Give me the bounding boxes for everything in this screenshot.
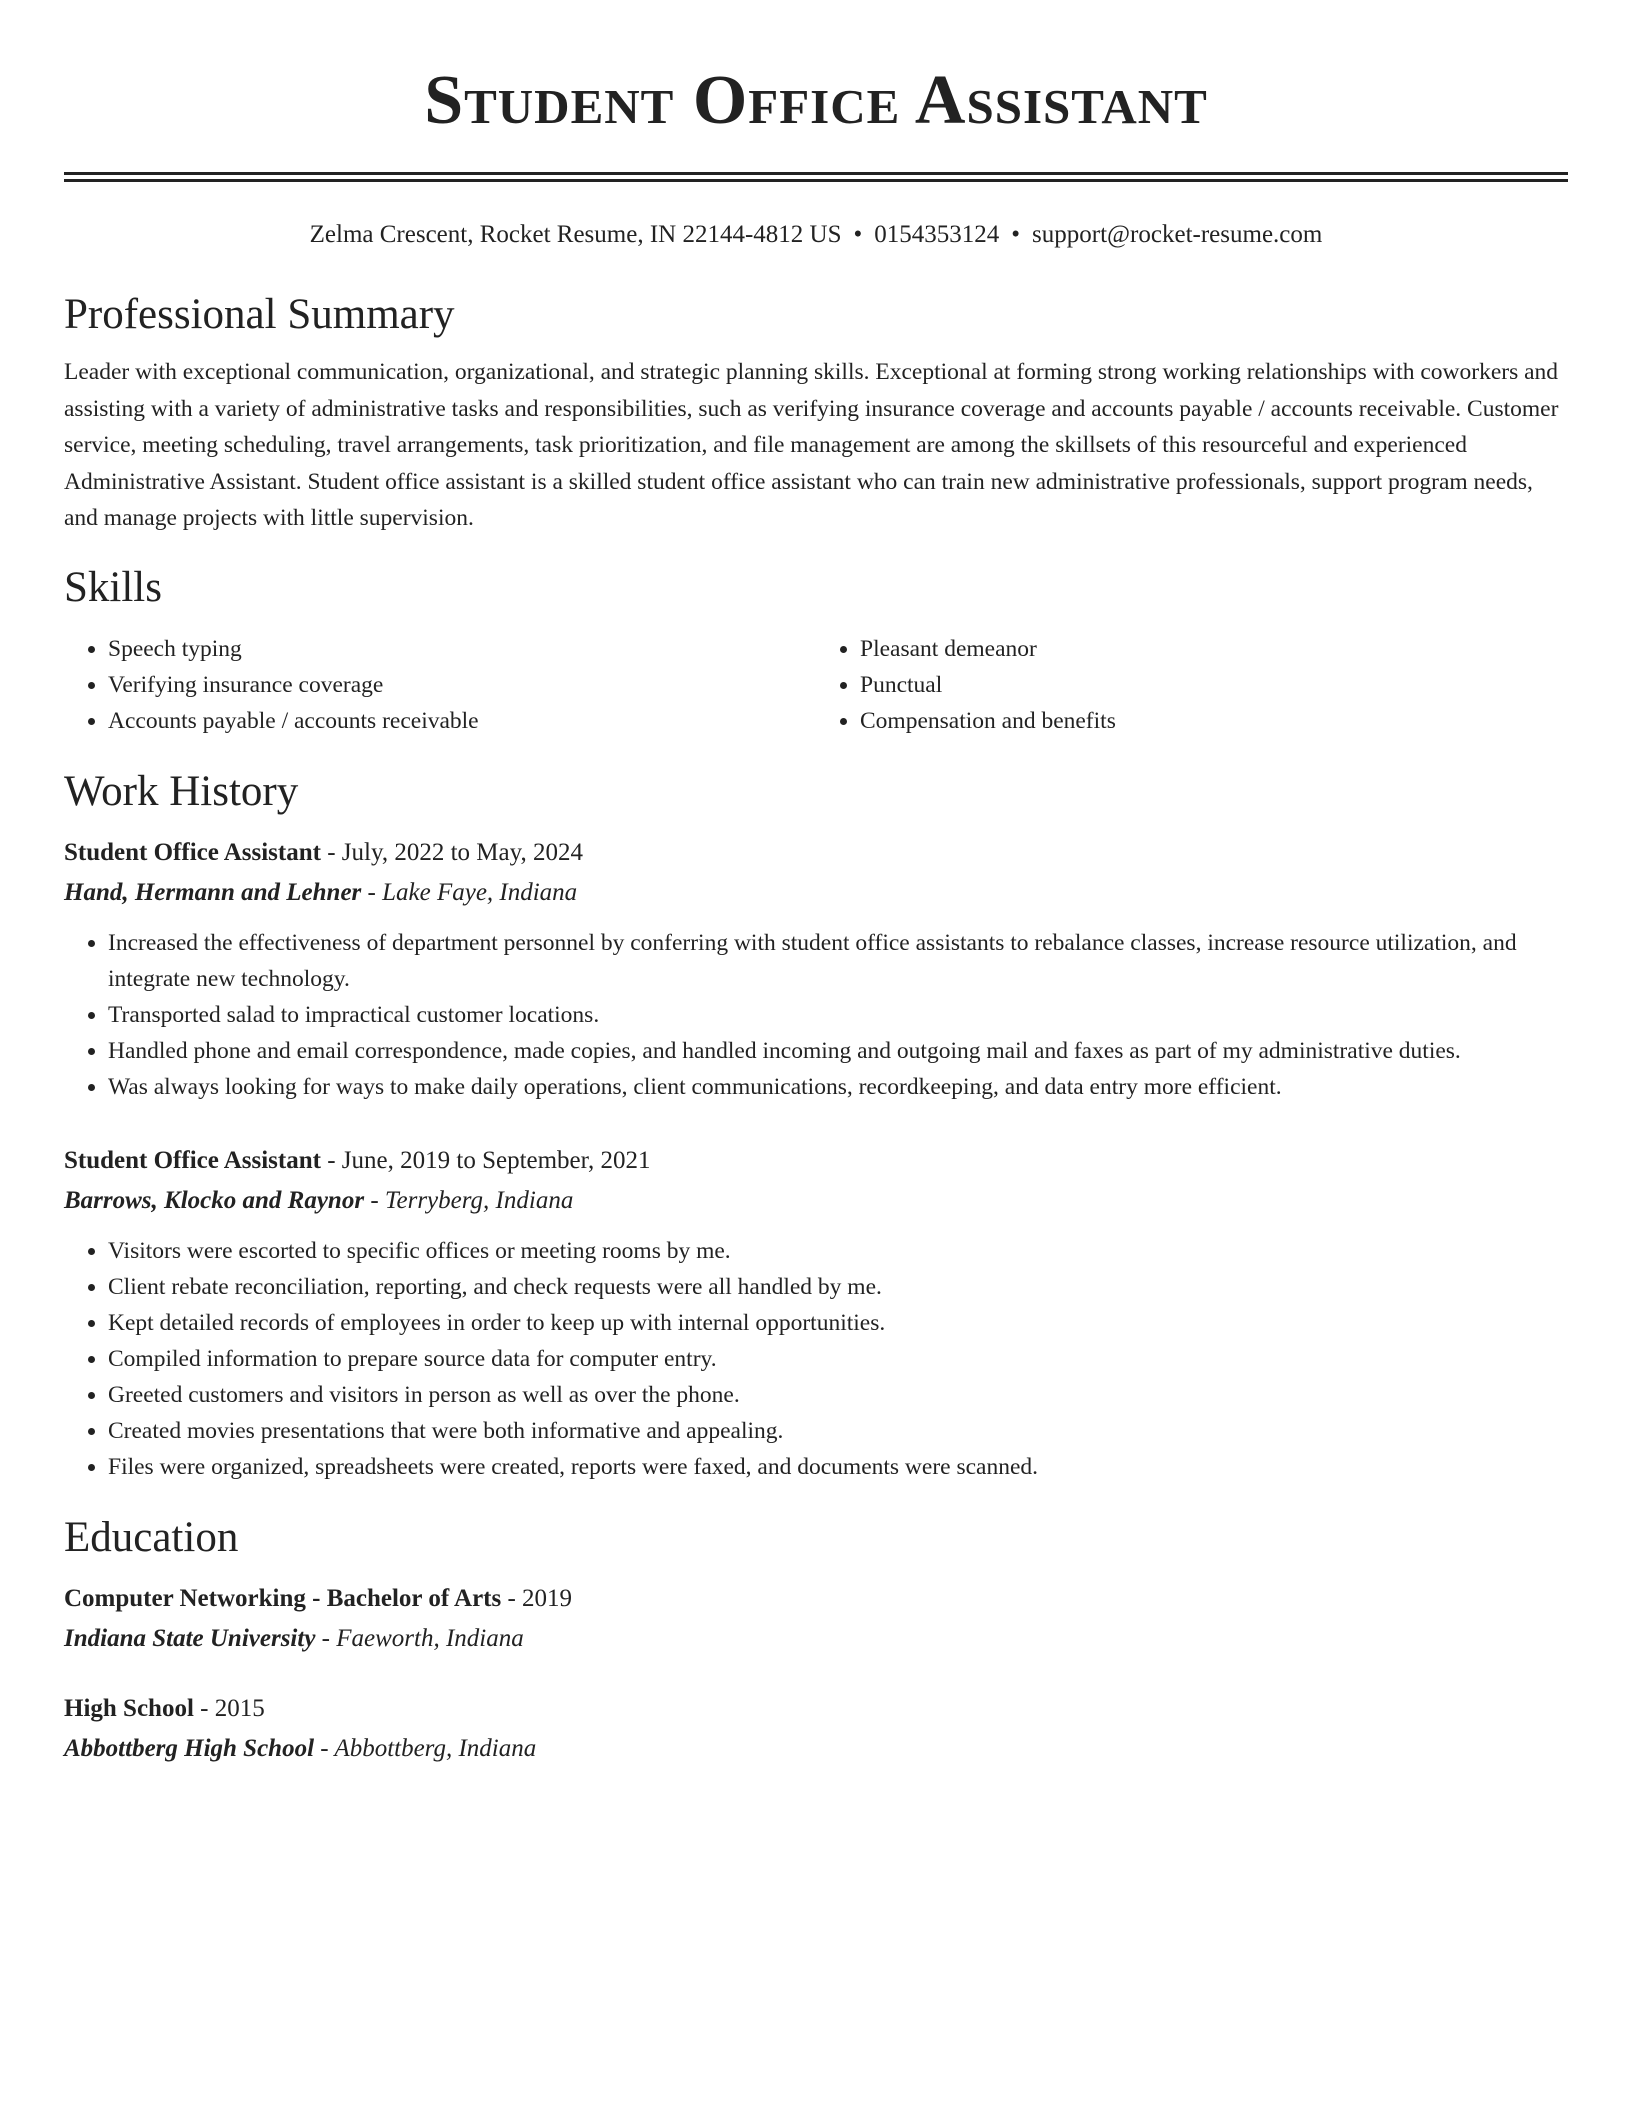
job-dates: - June, 2019 to September, 2021	[320, 1146, 651, 1174]
job-bullets	[64, 1233, 1568, 1485]
skill-item: • Pleasant demeanor	[860, 631, 1568, 667]
job-company: Barrows, Klocko and Raynor	[64, 1186, 365, 1214]
job-entry	[64, 833, 1568, 1105]
contact-email: support@rocket-resume.com	[1032, 221, 1323, 248]
job-bullet: • Handled phone and email correspondence, made copies, and handled incoming and outgoing mail and faxes as part of my administrative duties.	[108, 1033, 1568, 1069]
job-dates: - July, 2022 to May, 2024	[320, 838, 583, 866]
education-school: Indiana State University	[64, 1624, 316, 1652]
job-bullet: • Visitors were escorted to specific offices or meeting rooms by me.	[108, 1233, 1568, 1269]
job-bullet: • Was always looking for ways to make daily operations, client communications, recordkeeping, and data entry more efficient.	[108, 1069, 1568, 1105]
job-title: Student Office Assistant	[64, 1146, 321, 1174]
education-year: - 2015	[193, 1694, 265, 1722]
summary-text: Leader with exceptional communication, organizational, and strategic planning skills. Exceptional at forming strong working relationships with coworkers and assisting with a variety of administrative tasks and responsibilities, such as verifying insurance coverage and accounts payable / accounts receivable. Customer service, meeting scheduling, travel arrangements, task prioritization, and file management are among the skillsets of this resourceful and experienced Administrative Assistant. Student office assistant is a skilled student office assistant who can train new administrative professionals, support program needs, and manage projects with little supervision.	[64, 359, 1559, 531]
education-degree: High School	[64, 1694, 194, 1722]
job-bullet: • Client rebate reconciliation, reporting, and check requests were all handled by me.	[108, 1269, 1568, 1305]
contact-line	[64, 218, 1568, 252]
section-heading-work-history: Work History	[64, 767, 299, 815]
skill-item: • Speech typing	[108, 631, 816, 667]
education-degree: Computer Networking - Bachelor of Arts	[64, 1584, 502, 1612]
education-location: - Abbottberg, Indiana	[314, 1734, 537, 1762]
job-location: - Terryberg, Indiana	[364, 1186, 574, 1214]
job-bullet: • Greeted customers and visitors in person as well as over the phone.	[108, 1377, 1568, 1413]
resume-name: Student Office Assistant	[424, 62, 1208, 139]
education-school-line	[64, 1729, 1568, 1769]
job-bullets	[64, 925, 1568, 1105]
skills-columns	[64, 631, 1568, 739]
job-company-line	[64, 1181, 1568, 1221]
job-bullet: • Files were organized, spreadsheets were created, reports were faxed, and documents were scanned.	[108, 1449, 1568, 1485]
job-bullet: • Created movies presentations that were both informative and appealing.	[108, 1413, 1568, 1449]
skill-item: • Compensation and benefits	[860, 703, 1568, 739]
education-school: Abbottberg High School	[64, 1734, 315, 1762]
job-title-line	[64, 1141, 1568, 1181]
contact-phone: 0154353124	[874, 221, 1000, 248]
job-company: Hand, Hermann and Lehner	[64, 878, 362, 906]
skills-list-left	[64, 631, 816, 739]
education-school-line	[64, 1619, 1568, 1659]
education-degree-line	[64, 1689, 1568, 1729]
section-heading-summary: Professional Summary	[64, 291, 455, 338]
contact-address: Zelma Crescent, Rocket Resume, IN 22144-4812 US	[309, 221, 842, 248]
work-history-section	[64, 765, 1568, 1485]
contact-separator: •	[853, 221, 863, 248]
job-bullet: • Increased the effectiveness of department personnel by conferring with student office assistants to rebalance classes, increase resource utilization, and integrate new technology.	[108, 925, 1568, 997]
skill-item: • Punctual	[860, 667, 1568, 703]
job-location: - Lake Faye, Indiana	[361, 878, 578, 906]
contact-separator: •	[1011, 221, 1021, 248]
education-location: - Faeworth, Indiana	[315, 1624, 524, 1652]
job-bullet: • Kept detailed records of employees in order to keep up with internal opportunities.	[108, 1305, 1568, 1341]
skill-item: • Verifying insurance coverage	[108, 667, 816, 703]
education-entry	[64, 1579, 1568, 1659]
job-title-line	[64, 833, 1568, 873]
section-heading-skills: Skills	[64, 563, 162, 611]
skills-section	[64, 561, 1568, 739]
job-company-line	[64, 873, 1568, 913]
skills-list-right	[816, 631, 1568, 739]
header-double-rule	[64, 172, 1568, 182]
education-degree-line	[64, 1579, 1568, 1619]
education-year: - 2019	[501, 1584, 573, 1612]
education-entry	[64, 1689, 1568, 1769]
professional-summary-section	[64, 288, 1568, 537]
job-bullet: • Compiled information to prepare source data for computer entry.	[108, 1341, 1568, 1377]
skill-item: • Accounts payable / accounts receivable	[108, 703, 816, 739]
education-section	[64, 1511, 1568, 1769]
job-title: Student Office Assistant	[64, 838, 321, 866]
job-entry	[64, 1141, 1568, 1485]
section-heading-education: Education	[64, 1513, 239, 1561]
job-bullet: • Transported salad to impractical customer locations.	[108, 997, 1568, 1033]
